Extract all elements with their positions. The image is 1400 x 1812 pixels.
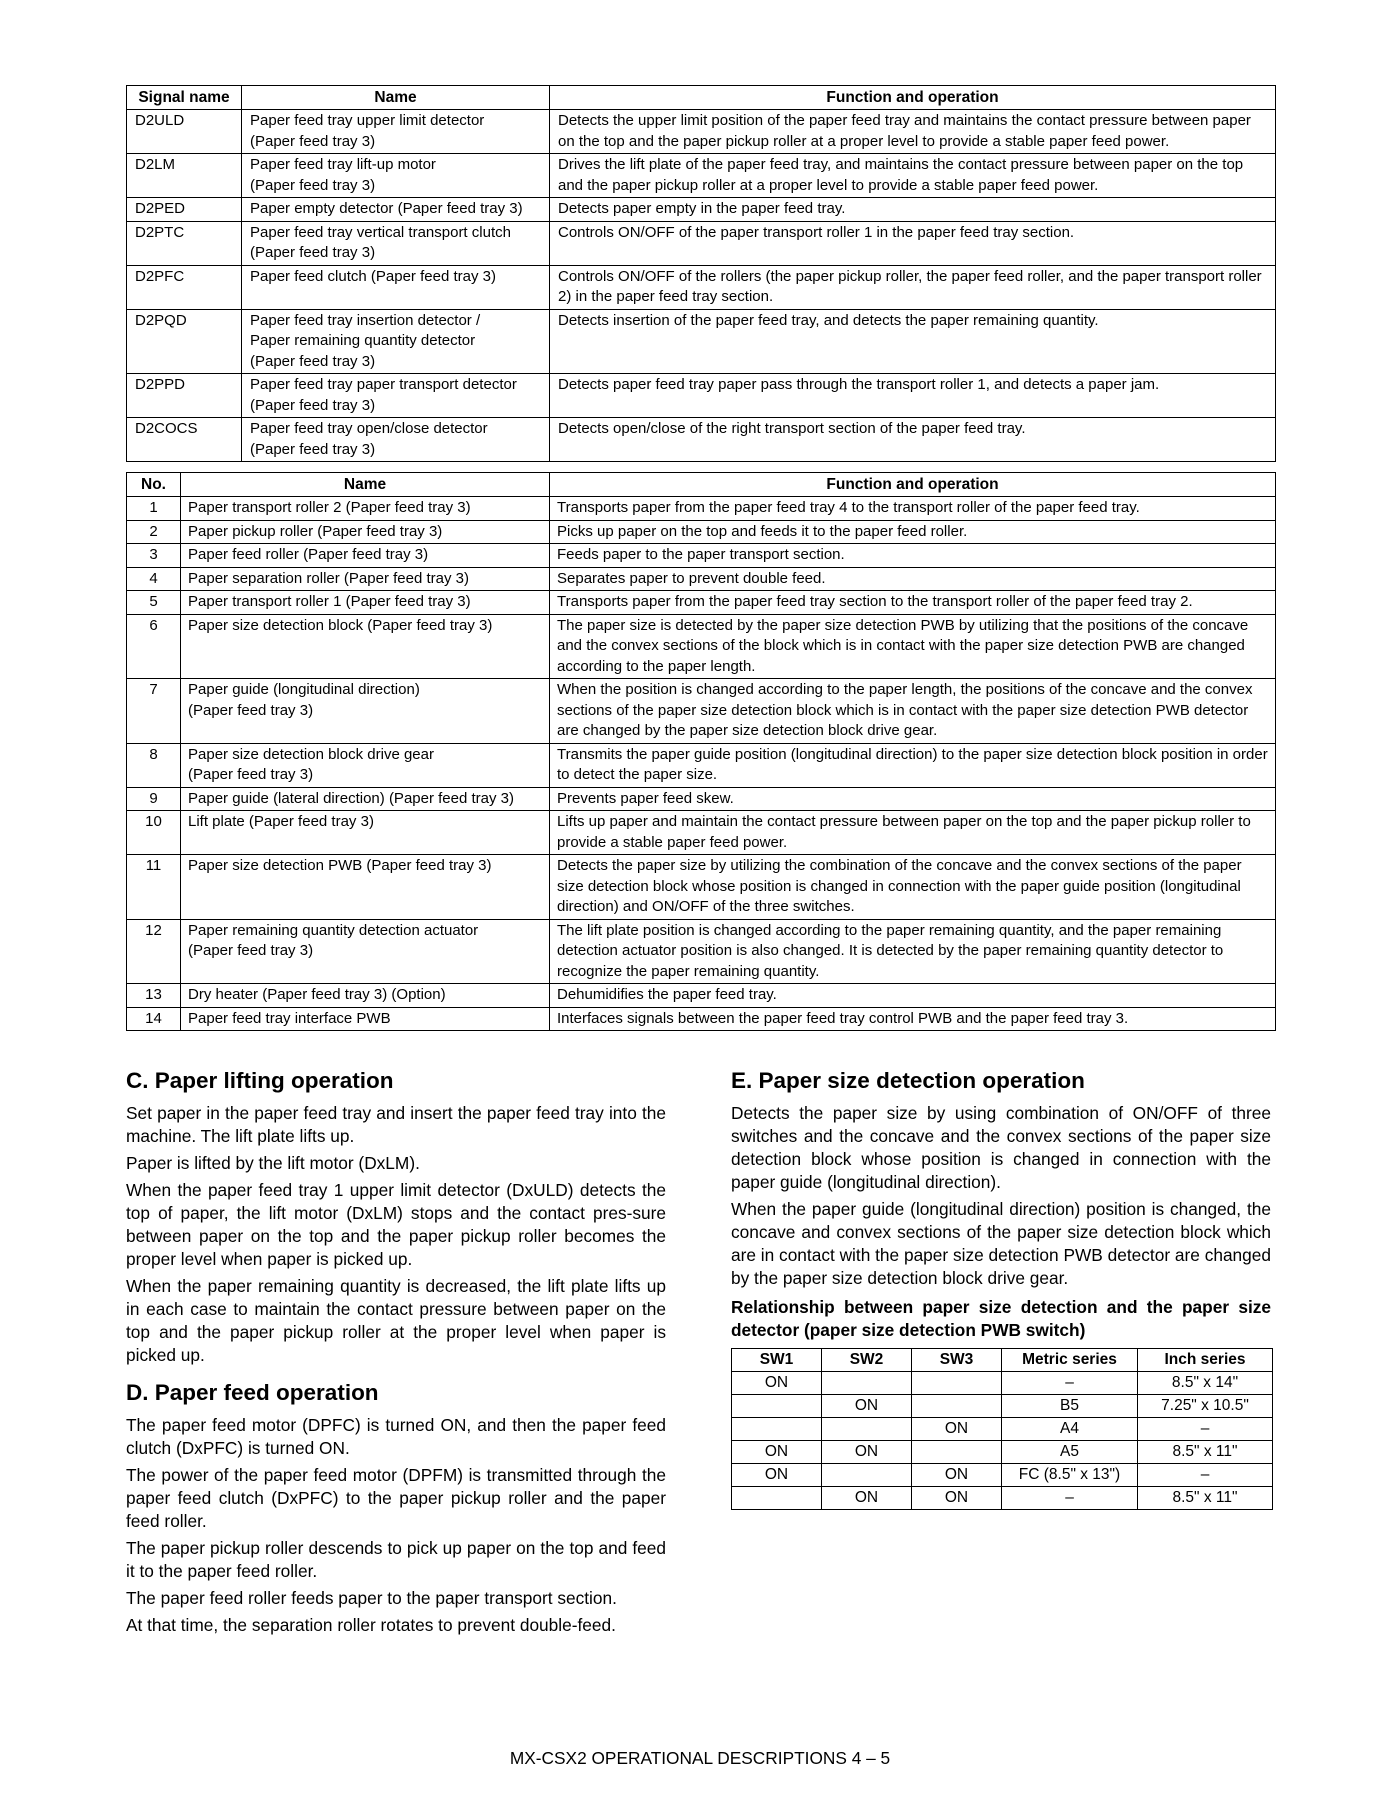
size-table-row (732, 1487, 1273, 1510)
parts-table-row (127, 567, 1276, 591)
parts-table-header: Function and operation (550, 473, 1276, 497)
part-number-cell: 3 (127, 544, 181, 568)
size-table-cell (912, 1441, 1002, 1464)
size-table-cell: ON (732, 1464, 822, 1487)
function-cell: Controls ON/OFF of the paper transport roller 1 in the paper feed tray section. (550, 221, 1276, 265)
size-table-cell: FC (8.5" x 13") (1002, 1464, 1138, 1487)
size-table-cell: ON (912, 1418, 1002, 1441)
section-d-paragraph: At that time, the separation roller rotates to prevent double-feed. (126, 1615, 616, 1635)
size-table-cell: 8.5" x 11" (1138, 1487, 1273, 1510)
size-table-cell (822, 1372, 912, 1395)
parts-table-row (127, 919, 1276, 984)
function-cell: Lifts up paper and maintain the contact pressure between paper on the top and the paper pickup roller to provide a stable paper feed power. (550, 811, 1276, 855)
signal-table-row (127, 309, 1276, 374)
part-name-cell: Paper size detection block drive gear (Paper feed tray 3) (181, 743, 550, 787)
part-number-cell: 12 (127, 919, 181, 984)
size-table-cell: – (1138, 1464, 1273, 1487)
signal-table-row (127, 418, 1276, 462)
part-number-cell: 6 (127, 614, 181, 679)
function-cell: The paper size is detected by the paper size detection PWB by utilizing that the positions of the concave and the convex sections of the block which is in contact with the paper size detection PWB are changed according to the paper length. (550, 614, 1276, 679)
function-cell: The lift plate position is changed according to the paper remaining quantity, and the paper remaining detection actuator position is also changed. It is detected by the paper remaining quantity detector to recognize the paper remaining quantity. (550, 919, 1276, 984)
parts-table-header: No. (127, 473, 181, 497)
parts-table-row (127, 743, 1276, 787)
signal-table-header: Name (242, 86, 550, 110)
part-name-cell: Paper transport roller 2 (Paper feed tray 3) (181, 497, 550, 521)
size-table-header: Inch series (1138, 1349, 1273, 1372)
part-name-cell: Paper transport roller 1 (Paper feed tray 3) (181, 591, 550, 615)
size-table-header-row (732, 1349, 1273, 1372)
size-table-cell: ON (822, 1441, 912, 1464)
signal-table-row (127, 221, 1276, 265)
size-table-cell: ON (732, 1372, 822, 1395)
size-table-cell (732, 1395, 822, 1418)
part-name-cell: Paper feed tray lift-up motor (Paper feed tray 3) (242, 154, 550, 198)
part-name-cell: Paper feed tray insertion detector / Paper remaining quantity detector (Paper feed tray 3) (242, 309, 550, 374)
function-cell: Detects insertion of the paper feed tray, and detects the paper remaining quantity. (550, 309, 1276, 374)
part-name-cell: Paper size detection PWB (Paper feed tray 3) (181, 855, 550, 920)
part-number-cell: 2 (127, 520, 181, 544)
function-cell: Picks up paper on the top and feeds it to the paper feed roller. (550, 520, 1276, 544)
section-c-paragraph: Paper is lifted by the lift motor (DxLM). (126, 1153, 420, 1173)
function-cell: Detects the upper limit position of the paper feed tray and maintains the contact pressure between paper on the top and the paper pickup roller at a proper level to provide a stable paper feed power. (550, 110, 1276, 154)
part-number-cell: 9 (127, 787, 181, 811)
parts-table-row (127, 591, 1276, 615)
function-cell: Detects open/close of the right transport section of the paper feed tray. (550, 418, 1276, 462)
section-d-paragraph: The paper pickup roller descends to pick up paper on the top and feed it to the paper feed roller. (126, 1538, 666, 1581)
part-number-cell: 5 (127, 591, 181, 615)
size-table-cell: ON (912, 1464, 1002, 1487)
size-table-header: SW2 (822, 1349, 912, 1372)
signal-table-row (127, 265, 1276, 309)
section-c-heading: C. Paper lifting operation (126, 1068, 394, 1093)
function-cell: Prevents paper feed skew. (550, 787, 1276, 811)
part-number-cell: 4 (127, 567, 181, 591)
part-name-cell: Paper feed tray open/close detector (Paper feed tray 3) (242, 418, 550, 462)
size-table-cell: – (1138, 1418, 1273, 1441)
function-cell: Transports paper from the paper feed tray 4 to the transport roller of the paper feed tray. (550, 497, 1276, 521)
parts-table-row (127, 811, 1276, 855)
size-table-cell: ON (822, 1487, 912, 1510)
size-table-row (732, 1441, 1273, 1464)
part-name-cell: Dry heater (Paper feed tray 3) (Option) (181, 984, 550, 1008)
size-table-cell: – (1002, 1487, 1138, 1510)
size-table-row (732, 1418, 1273, 1441)
size-table-cell: ON (822, 1395, 912, 1418)
left-column (126, 1067, 666, 1641)
size-table-cell: 8.5" x 11" (1138, 1441, 1273, 1464)
size-table-cell (912, 1395, 1002, 1418)
section-d-paragraph: The power of the paper feed motor (DPFM) is transmitted through the paper feed clutch (DxPFC) to the paper pickup roller and the paper feed roller. (126, 1465, 666, 1531)
size-table-cell: A4 (1002, 1418, 1138, 1441)
size-table-header: SW1 (732, 1349, 822, 1372)
section-c-paragraph: Set paper in the paper feed tray and insert the paper feed tray into the machine. The lift plate lifts up. (126, 1103, 666, 1146)
parts-table-row (127, 497, 1276, 521)
function-cell: Feeds paper to the paper transport section. (550, 544, 1276, 568)
signal-name-cell: D2PTC (127, 221, 242, 265)
size-table-cell: ON (912, 1487, 1002, 1510)
part-number-cell: 14 (127, 1007, 181, 1031)
part-name-cell: Paper separation roller (Paper feed tray 3) (181, 567, 550, 591)
size-table-cell (732, 1418, 822, 1441)
parts-table-row (127, 787, 1276, 811)
signal-table-header: Function and operation (550, 86, 1276, 110)
function-cell: Transports paper from the paper feed tray section to the transport roller of the paper feed tray 2. (550, 591, 1276, 615)
part-name-cell: Paper guide (lateral direction) (Paper feed tray 3) (181, 787, 550, 811)
parts-table-row (127, 679, 1276, 744)
page-footer: MX-CSX2 OPERATIONAL DESCRIPTIONS 4 – 5 (509, 1748, 891, 1768)
part-name-cell: Paper feed tray vertical transport clutch (Paper feed tray 3) (242, 221, 550, 265)
signal-table-row (127, 198, 1276, 222)
size-table-caption: Relationship between paper size detection and the paper size detector (paper size detection PWB switch) (731, 1297, 1271, 1340)
function-cell: Detects paper empty in the paper feed tray. (550, 198, 1276, 222)
signal-name-cell: D2PED (127, 198, 242, 222)
parts-table-row (127, 520, 1276, 544)
signal-table (126, 85, 1276, 462)
part-name-cell: Paper pickup roller (Paper feed tray 3) (181, 520, 550, 544)
signal-table-row (127, 154, 1276, 198)
size-table-header: SW3 (912, 1349, 1002, 1372)
signal-name-cell: D2PPD (127, 374, 242, 418)
section-d-paragraph: The paper feed motor (DPFC) is turned ON, and then the paper feed clutch (DxPFC) is turned ON. (126, 1415, 666, 1458)
function-cell: Dehumidifies the paper feed tray. (550, 984, 1276, 1008)
section-e-paragraph: When the paper guide (longitudinal direction) position is changed, the concave and convex sections of the paper size detection block which are in contact with the paper size detection PWB detector are changed by the paper size detection block drive gear. (731, 1199, 1271, 1288)
part-number-cell: 10 (127, 811, 181, 855)
parts-table-row (127, 544, 1276, 568)
parts-table-row (127, 855, 1276, 920)
size-table-cell: B5 (1002, 1395, 1138, 1418)
size-table-row (732, 1372, 1273, 1395)
part-name-cell: Paper feed tray interface PWB (181, 1007, 550, 1031)
part-number-cell: 13 (127, 984, 181, 1008)
signal-table-row (127, 374, 1276, 418)
part-number-cell: 8 (127, 743, 181, 787)
part-name-cell: Paper feed roller (Paper feed tray 3) (181, 544, 550, 568)
size-table-cell (732, 1487, 822, 1510)
size-table-cell: ON (732, 1441, 822, 1464)
parts-table-header: Name (181, 473, 550, 497)
part-name-cell: Paper feed clutch (Paper feed tray 3) (242, 265, 550, 309)
part-name-cell: Paper remaining quantity detection actuator (Paper feed tray 3) (181, 919, 550, 984)
function-cell: Controls ON/OFF of the rollers (the paper pickup roller, the paper feed roller, and the paper transport roller 2) in the paper feed tray section. (550, 265, 1276, 309)
size-table-cell (822, 1464, 912, 1487)
function-cell: When the position is changed according to the paper length, the positions of the concave and the convex sections of the paper size detection block which is in contact with the paper size detection PWB detector are changed by the paper size detection block drive gear. (550, 679, 1276, 744)
size-table-cell (822, 1418, 912, 1441)
function-cell: Detects the paper size by utilizing the combination of the concave and the convex sections of the paper size detection block whose position is changed in connection with the paper guide position (longitudinal direction) and ON/OFF of the three switches. (550, 855, 1276, 920)
size-table-header: Metric series (1002, 1349, 1138, 1372)
part-name-cell: Paper feed tray paper transport detector (Paper feed tray 3) (242, 374, 550, 418)
signal-name-cell: D2LM (127, 154, 242, 198)
size-table-cell (912, 1372, 1002, 1395)
size-table-cell: 8.5" x 14" (1138, 1372, 1273, 1395)
function-cell: Transmits the paper guide position (longitudinal direction) to the paper size detection block position in order to detect the paper size. (550, 743, 1276, 787)
size-table-row (732, 1395, 1273, 1418)
part-name-cell: Paper empty detector (Paper feed tray 3) (242, 198, 550, 222)
part-number-cell: 11 (127, 855, 181, 920)
parts-table-row (127, 1007, 1276, 1031)
size-table-cell: A5 (1002, 1441, 1138, 1464)
signal-table-header: Signal name (127, 86, 242, 110)
signal-name-cell: D2PFC (127, 265, 242, 309)
section-d-heading: D. Paper feed operation (126, 1380, 379, 1405)
function-cell: Drives the lift plate of the paper feed tray, and maintains the contact pressure between paper on the top and the paper pickup roller at a proper level to provide a stable paper feed power. (550, 154, 1276, 198)
function-cell: Detects paper feed tray paper pass through the transport roller 1, and detects a paper jam. (550, 374, 1276, 418)
parts-table-row (127, 984, 1276, 1008)
right-column (731, 1067, 1271, 1510)
signal-name-cell: D2ULD (127, 110, 242, 154)
parts-table-row (127, 614, 1276, 679)
part-name-cell: Lift plate (Paper feed tray 3) (181, 811, 550, 855)
section-c-paragraph: When the paper remaining quantity is decreased, the lift plate lifts up in each case to maintain the contact pressure between paper on the top and the paper pickup roller at the proper level when paper is picked up. (126, 1276, 666, 1365)
signal-name-cell: D2COCS (127, 418, 242, 462)
section-c-paragraph: When the paper feed tray 1 upper limit detector (DxULD) detects the top of paper, the lift motor (DxLM) stops and the contact pres-sure between paper on the top and the paper pickup roller becomes the proper level when paper is picked up. (126, 1180, 666, 1269)
section-d-paragraph: The paper feed roller feeds paper to the paper transport section. (126, 1588, 617, 1608)
signal-name-cell: D2PQD (127, 309, 242, 374)
signal-table-row (127, 110, 1276, 154)
size-table-cell: – (1002, 1372, 1138, 1395)
part-number-cell: 7 (127, 679, 181, 744)
size-table-row (732, 1464, 1273, 1487)
part-name-cell: Paper feed tray upper limit detector (Paper feed tray 3) (242, 110, 550, 154)
function-cell: Separates paper to prevent double feed. (550, 567, 1276, 591)
function-cell: Interfaces signals between the paper feed tray control PWB and the paper feed tray 3. (550, 1007, 1276, 1031)
section-e-paragraph: Detects the paper size by using combination of ON/OFF of three switches and the concave and the convex sections of the paper size detection block whose position is changed in connection with the paper guide (longitudinal direction). (731, 1103, 1271, 1192)
part-number-cell: 1 (127, 497, 181, 521)
size-table-cell: 7.25" x 10.5" (1138, 1395, 1273, 1418)
parts-table-header-row (127, 473, 1276, 497)
section-e-heading: E. Paper size detection operation (731, 1068, 1085, 1093)
size-detection-table (731, 1348, 1273, 1510)
part-name-cell: Paper size detection block (Paper feed tray 3) (181, 614, 550, 679)
part-name-cell: Paper guide (longitudinal direction) (Paper feed tray 3) (181, 679, 550, 744)
parts-table (126, 472, 1276, 1031)
signal-table-header-row (127, 86, 1276, 110)
